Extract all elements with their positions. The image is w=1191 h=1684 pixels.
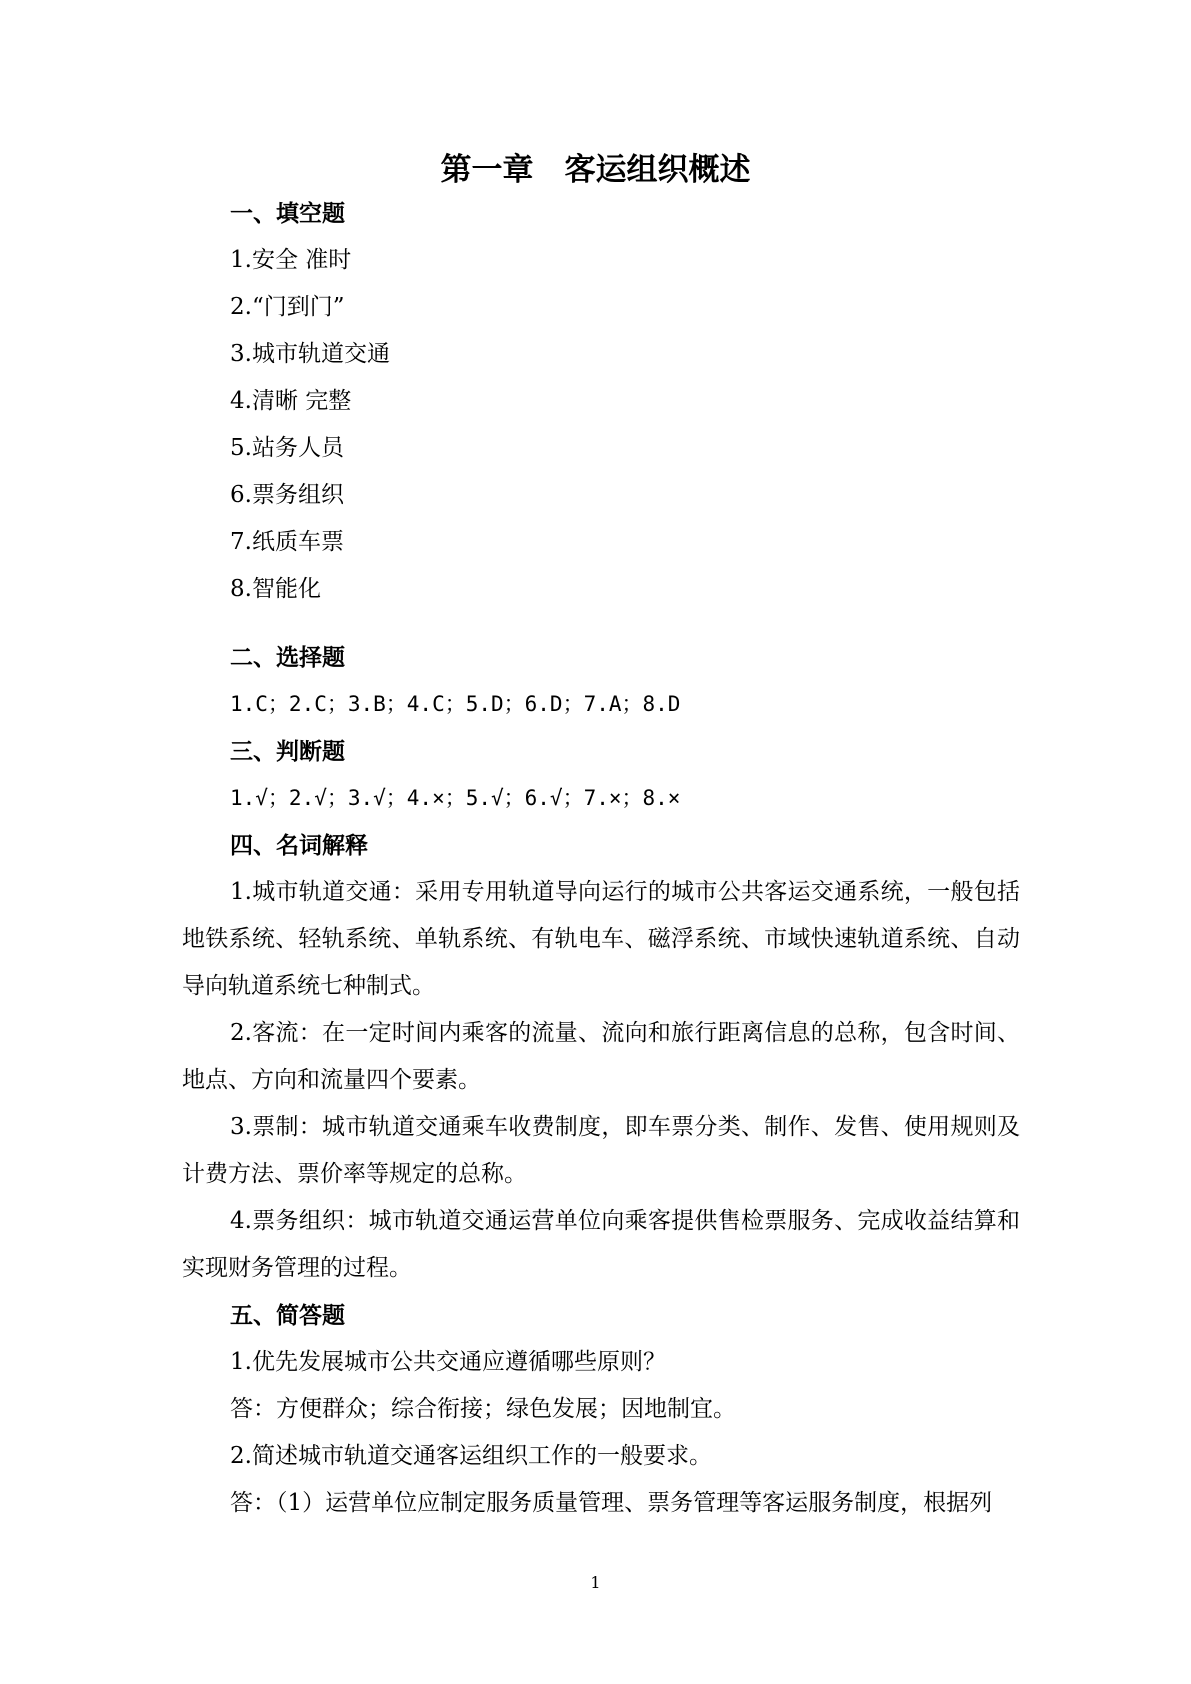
section-terms xyxy=(182,822,1020,869)
term-definition: 3.票制：城市轨道交通乘车收费制度，即车票分类、制作、发售、使用规则及计费方法、票价率等规定的总称。 xyxy=(182,1114,1020,1187)
section-heading: 一、填空题 xyxy=(230,200,345,227)
answer-item: 6.票务组织 xyxy=(230,482,344,508)
section-fill-in xyxy=(182,190,1020,613)
judge-answers: 1.√；2.√；3.√；4.×；5.√；6.√；7.×；8.× xyxy=(230,786,681,810)
answer-item: 2.“门到门” xyxy=(230,294,345,320)
term-paragraph xyxy=(182,1198,1020,1292)
section-choice xyxy=(182,634,1020,728)
answer: 答：（1）运营单位应制定服务质量管理、票务管理等客运服务制度，根据列 xyxy=(230,1490,993,1516)
term-definition: 2.客流：在一定时间内乘客的流量、流向和旅行距离信息的总称，包含时间、地点、方向和流量四个要素。 xyxy=(182,1020,1020,1093)
section-heading: 四、名词解释 xyxy=(230,832,368,859)
page-number: 1 xyxy=(590,1573,601,1592)
answer-item: 1.安全 准时 xyxy=(230,247,352,273)
section-short-answer xyxy=(182,1292,1020,1527)
answer-item: 3.城市轨道交通 xyxy=(230,341,390,367)
section-heading: 二、选择题 xyxy=(230,644,345,671)
term-paragraph xyxy=(182,869,1020,1010)
question: 2.简述城市轨道交通客运组织工作的一般要求。 xyxy=(230,1443,712,1469)
term-paragraph xyxy=(182,1104,1020,1198)
section-judge xyxy=(182,728,1020,822)
term-definition: 4.票务组织：城市轨道交通运营单位向乘客提供售检票服务、完成收益结算和实现财务管理的过程。 xyxy=(182,1208,1020,1281)
term-paragraph xyxy=(182,1010,1020,1104)
section-heading: 三、判断题 xyxy=(230,738,345,765)
chapter-title: 第一章 客运组织概述 xyxy=(440,152,751,188)
answer-item: 8.智能化 xyxy=(230,576,321,602)
term-definition: 1.城市轨道交通：采用专用轨道导向运行的城市公共客运交通系统，一般包括地铁系统、轻轨系统、单轨系统、有轨电车、磁浮系统、市域快速轨道系统、自动导向轨道系统七种制式。 xyxy=(182,879,1020,999)
section-heading: 五、简答题 xyxy=(230,1302,345,1329)
answer-item: 4.清晰 完整 xyxy=(230,388,352,414)
choice-answers: 1.C；2.C；3.B；4.C；5.D；6.D；7.A；8.D xyxy=(230,692,681,716)
answer: 答：方便群众；综合衔接；绿色发展；因地制宜。 xyxy=(230,1396,736,1422)
answer-item: 5.站务人员 xyxy=(230,435,344,461)
question: 1.优先发展城市公共交通应遵循哪些原则？ xyxy=(230,1349,666,1375)
answer-item: 7.纸质车票 xyxy=(230,529,344,555)
